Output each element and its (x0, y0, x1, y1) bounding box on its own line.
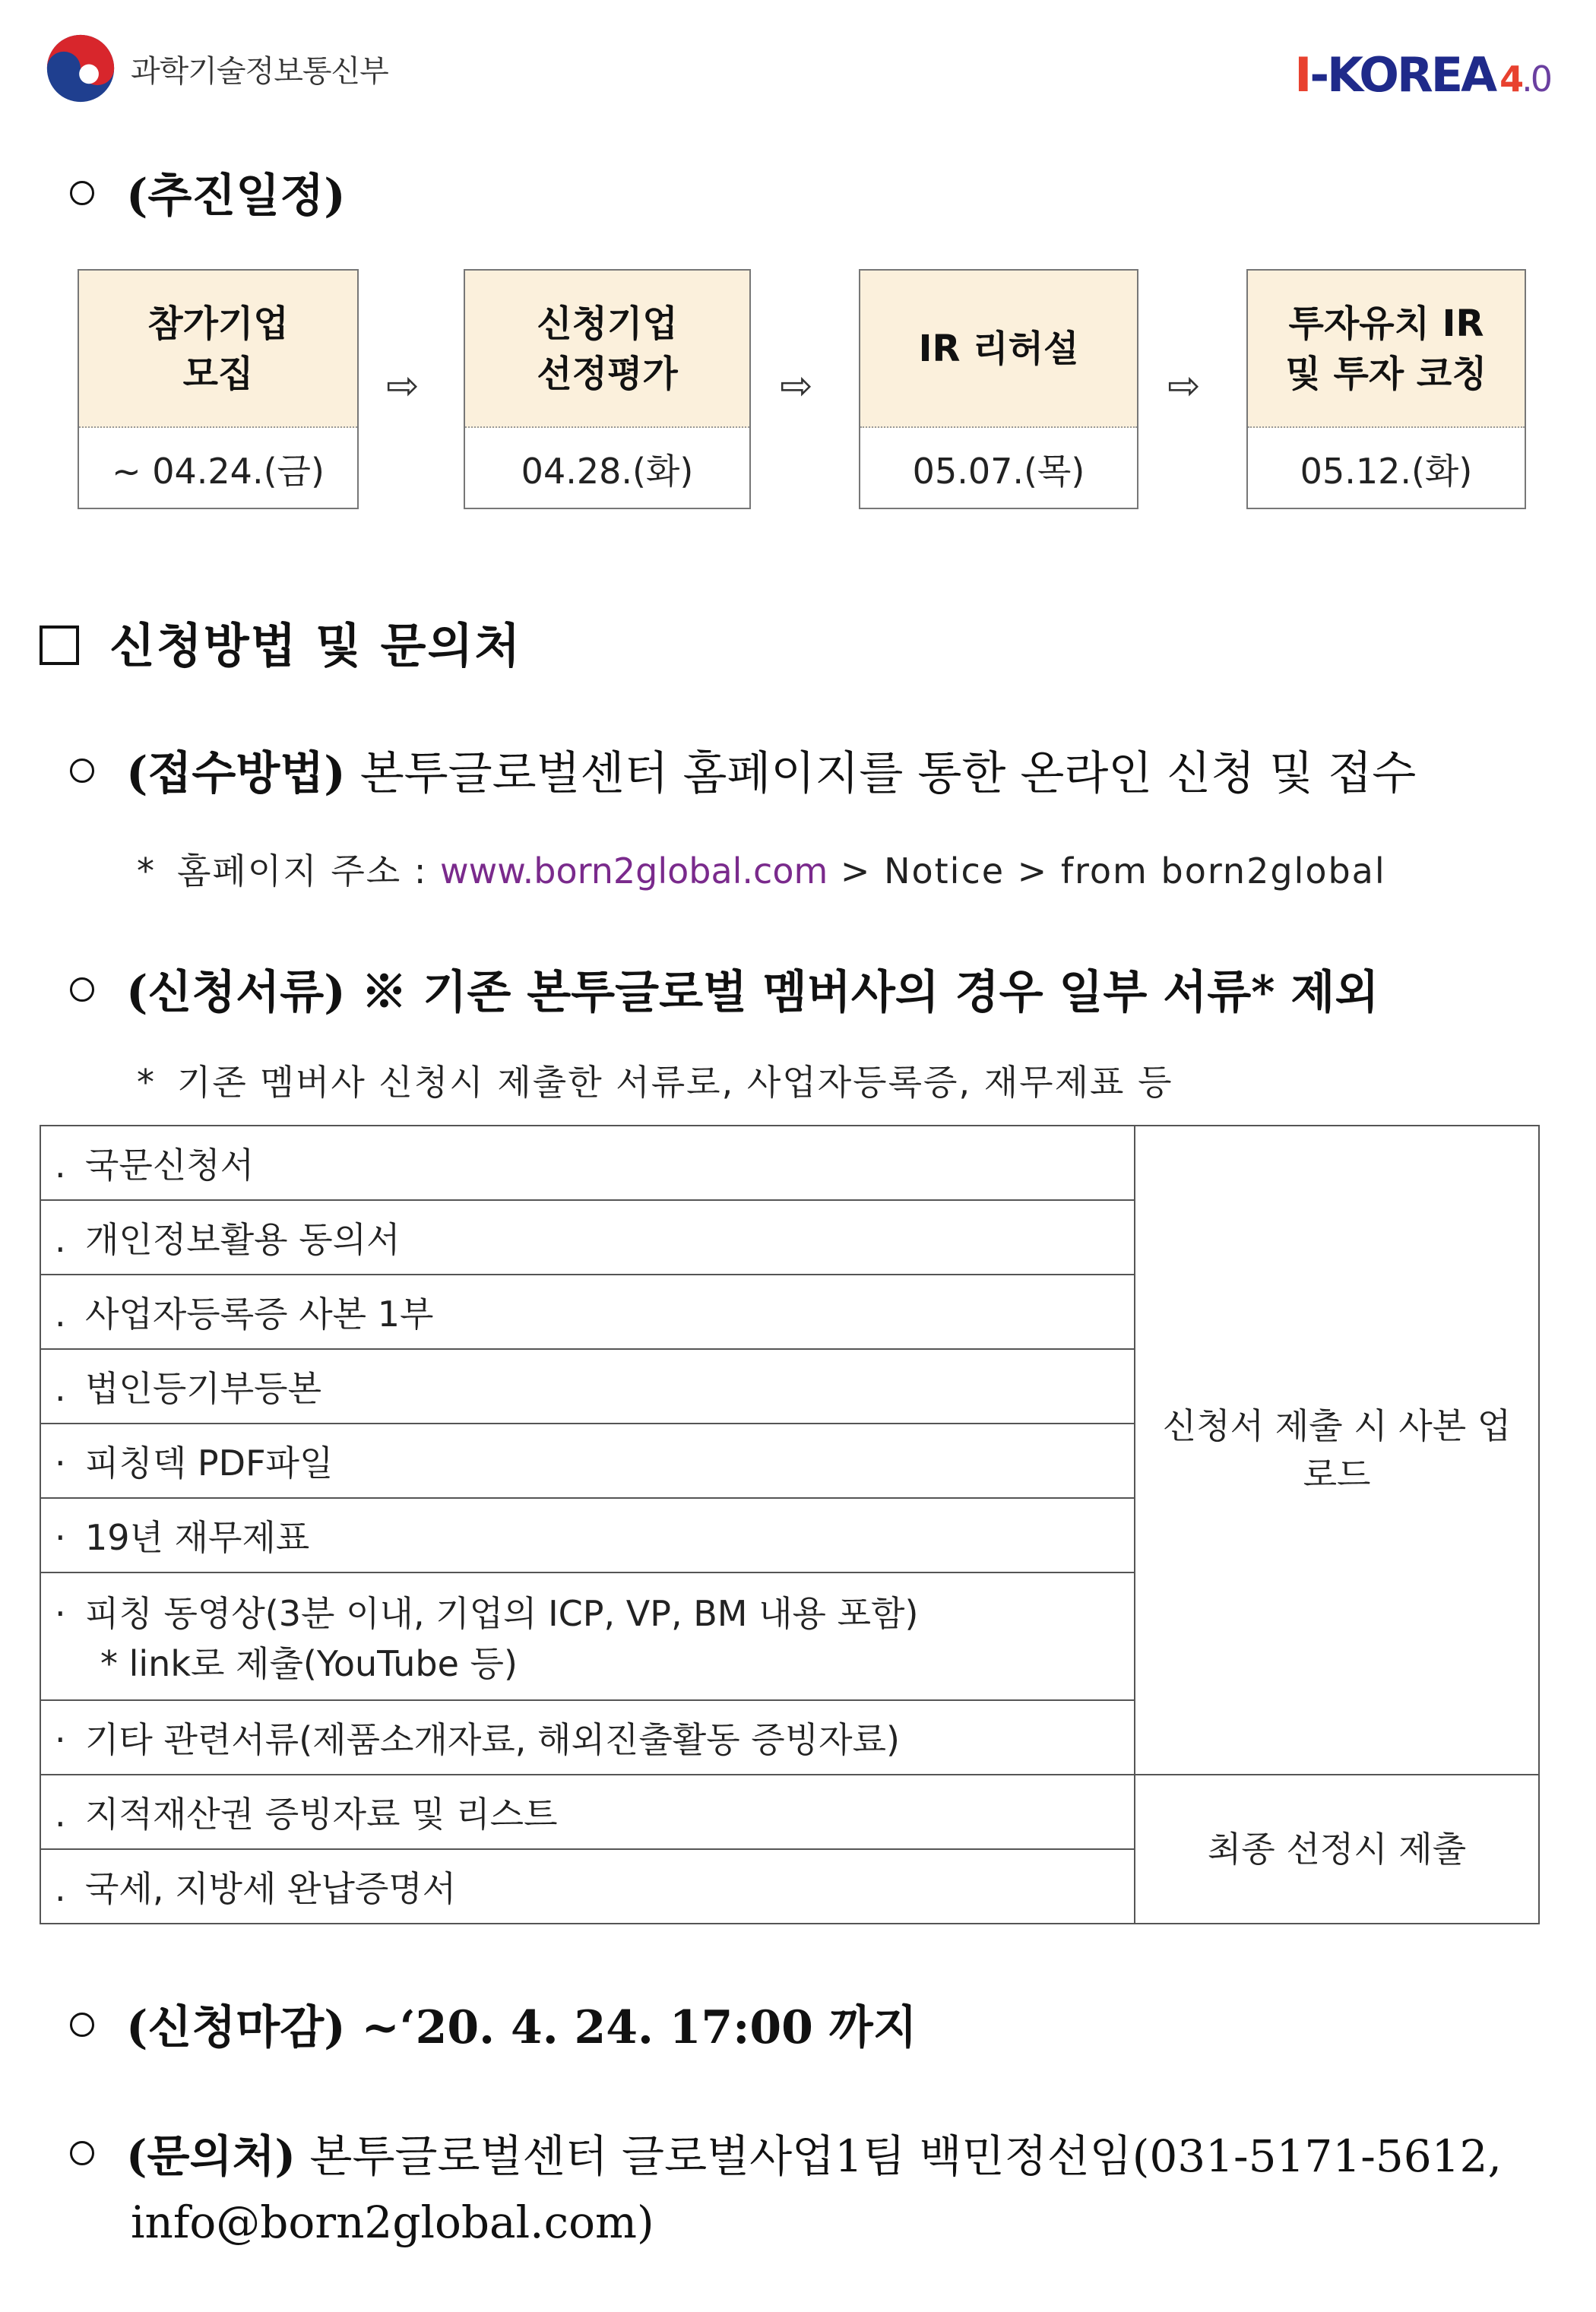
table-row: . 지적재산권 증빙자료 및 리스트 최종 선정시 제출 (40, 1775, 1539, 1849)
documents-line: (신청서류) ※ 기존 본투글로벌 멤버사의 경우 일부 서류* 제외 (70, 956, 1379, 1021)
method-line: (접수방법) 본투글로벌센터 홈페이지를 통한 온라인 신청 및 접수 (70, 737, 1416, 803)
taegeuk-emblem-icon (46, 33, 116, 103)
circle-bullet-icon (70, 2141, 94, 2165)
documents-note: * 기존 멤버사 신청시 제출한 서류로, 사업자등록증, 재무제표 등 (137, 1062, 1173, 1103)
circle-bullet-icon (70, 181, 94, 205)
table-row: . 국문신청서 신청서 제출 시 사본 업로드 (40, 1126, 1539, 1200)
contact-email: info@born2global.com) (131, 2196, 654, 2248)
step-date: 04.28.(화) (521, 450, 694, 492)
table-row: . 개인정보활용 동의서 (40, 1200, 1539, 1275)
checkbox-square-icon (40, 626, 79, 665)
deadline-line: (신청마감) ~‘20. 4. 24. 17:00 까지 (70, 1991, 917, 2057)
homepage-link[interactable]: www.born2global.com (439, 850, 828, 892)
ministry-name: 과학기술정보통신부 (131, 53, 388, 89)
schedule-step: IR 리허설 05.07.(목) (859, 269, 1138, 509)
documents-table (40, 1125, 1540, 1924)
arrow-right-icon: ⇨ (780, 363, 813, 409)
circle-bullet-icon (70, 759, 94, 783)
schedule-step: 투자유치 IR 및 투자 코칭 05.12.(화) (1246, 269, 1526, 509)
table-row: · 피칭 동영상(3분 이내, 기업의 ICP, VP, BM 내용 포함) * link로 제출(YouTube 등) (40, 1572, 1539, 1700)
method-note: * 홈페이지 주소 : www.born2global.com > Notice > from born2global (137, 850, 1386, 892)
circle-bullet-icon (70, 2013, 94, 2037)
circle-bullet-icon (70, 977, 94, 1002)
table-row: · 피칭덱 PDF파일 (40, 1424, 1539, 1498)
table-row: . 법인등기부등본 (40, 1349, 1539, 1424)
schedule-heading: (추진일정) (70, 160, 346, 225)
upload-note-cell: 신청서 제출 시 사본 업로드 (1135, 1126, 1539, 1775)
step-date: 05.07.(목) (912, 450, 1085, 492)
table-row: · 기타 관련서류(제품소개자료, 해외진출활동 증빙자료) (40, 1700, 1539, 1775)
step-date: ~ 04.24.(금) (112, 450, 325, 492)
step-date: 05.12.(화) (1300, 450, 1473, 492)
arrow-right-icon: ⇨ (1167, 363, 1201, 409)
ministry-logo (46, 30, 388, 106)
table-row: . 국세, 지방세 완납증명서 (40, 1849, 1539, 1924)
table-row: · 19년 재무제표 (40, 1498, 1539, 1572)
i-korea-logo: I-KOREA 4.0 (1294, 47, 1550, 103)
contact-line: (문의처) 본투글로벌센터 글로벌사업1팀 백민정선임(031-5171-5612, (70, 2120, 1502, 2184)
schedule-step: 신청기업 선정평가 04.28.(화) (464, 269, 751, 509)
schedule-step: 참가기업 모집 ~ 04.24.(금) (78, 269, 359, 509)
table-row: . 사업자등록증 사본 1부 (40, 1275, 1539, 1349)
section-heading: 신청방법 및 문의처 (40, 608, 521, 676)
final-note-cell: 최종 선정시 제출 (1135, 1775, 1539, 1924)
arrow-right-icon: ⇨ (386, 363, 420, 409)
